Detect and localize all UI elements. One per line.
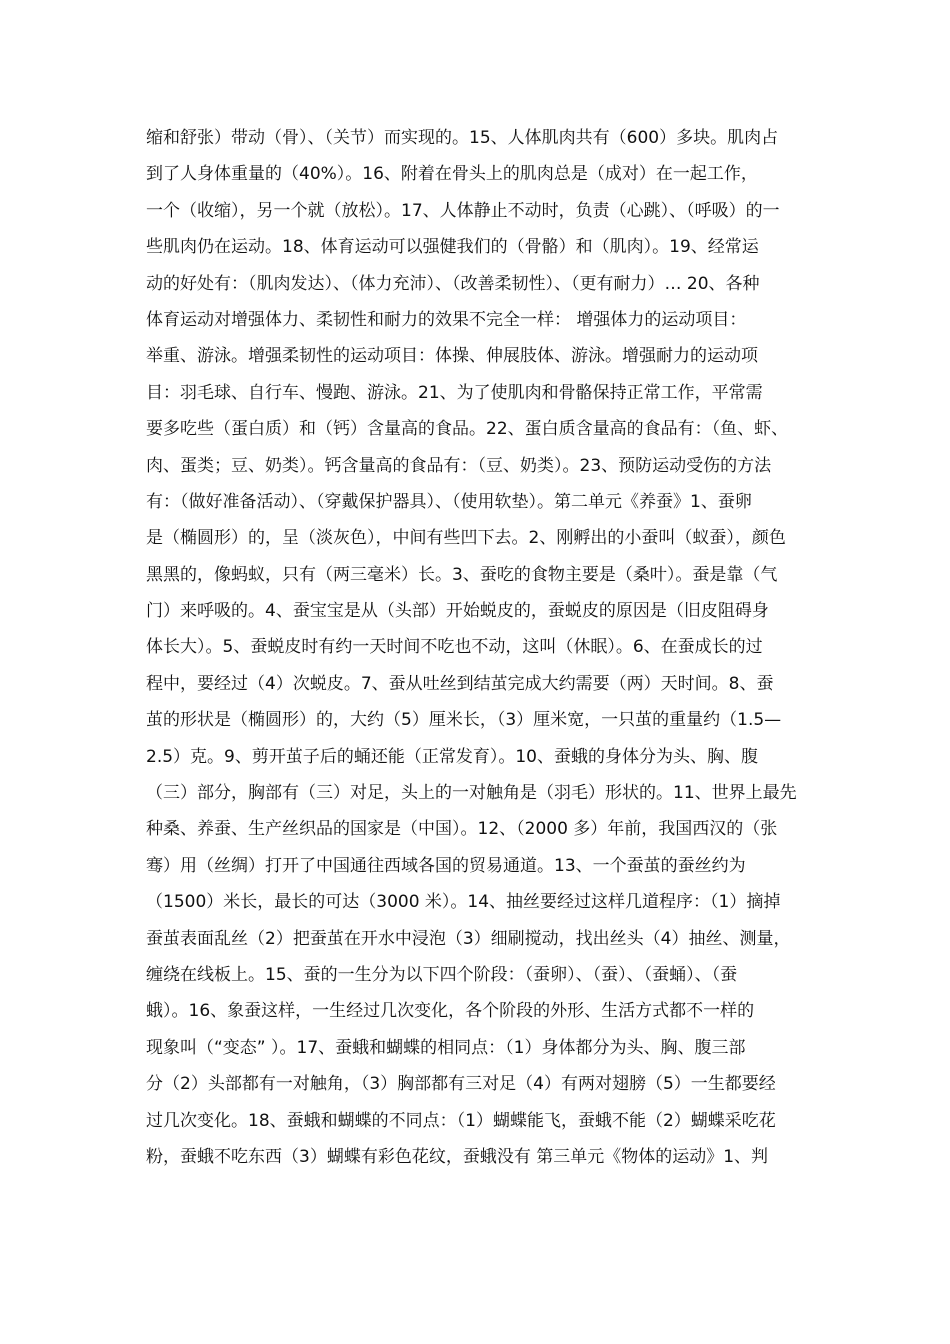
- text-line: 缩和舒张）带动（骨）、（关节）而实现的。15、人体肌肉共有（600）多块。肌肉占: [146, 128, 779, 148]
- text-line: 过几次变化。18、蚕蛾和蝴蝶的不同点：（1）蝴蝶能飞，蚕蛾不能（2）蝴蝶采吃花: [146, 1110, 776, 1131]
- text-line: 些肌肉仍在运动。18、体育运动可以强健我们的（骨骼）和（肌肉）。19、经常运: [146, 237, 759, 258]
- text-line: 体育运动对增强体力、柔韧性和耐力的效果不完全一样： 增强体力的运动项目：: [146, 309, 747, 330]
- text-line: 举重、游泳。增强柔韧性的运动项目：体操、伸展肢体、游泳。增强耐力的运动项: [146, 346, 758, 367]
- text-line: 门）来呼吸的。4、蚕宝宝是从（头部）开始蜕皮的，蚕蜕皮的原因是（旧皮阻碍身: [146, 601, 769, 622]
- text-line: 是（椭圆形）的，呈（淡灰色），中间有些凹下去。2、刚孵出的小蚕叫（蚁蚕），颜色: [146, 528, 786, 549]
- text-line: 要多吃些（蛋白质）和（钙）含量高的食品。22、蛋白质含量高的食品有：（鱼、虾、: [146, 419, 789, 440]
- text-line: 茧的形状是（椭圆形）的，大约（5）厘米长，（3）厘米宽，一只茧的重量约（1.5—: [146, 710, 782, 731]
- text-line: 蛾）。16、象蚕这样，一生经过几次变化，各个阶段的外形、生活方式都不一样的: [146, 1001, 755, 1022]
- text-line: （三）部分，胸部有（三）对足，头上的一对触角是（羽毛）形状的。11、世界上最先: [146, 783, 797, 804]
- text-line: 分（2）头部都有一对触角，（3）胸部都有三对足（4）有两对翅膀（5）一生都要经: [146, 1074, 776, 1095]
- text-line: 现象叫（“变态” ）。17、蚕蛾和蝴蝶的相同点：（1）身体都分为头、胸、腹三部: [146, 1037, 746, 1058]
- text-line: 目：羽毛球、自行车、慢跑、游泳。21、为了使肌肉和骨骼保持正常工作，平常需: [146, 382, 763, 403]
- text-line: 种桑、养蚕、生产丝织品的国家是（中国）。12、（2000 多）年前，我国西汉的（张: [146, 819, 778, 840]
- text-line: 体长大）。5、蚕蜕皮时有约一天时间不吃也不动，这叫（休眠）。6、在蚕成长的过: [146, 637, 763, 658]
- body-text: [146, 120, 806, 1175]
- text-line: （1500）米长，最长的可达（3000 米）。14、抽丝要经过这样几道程序：（1）摘掉: [146, 892, 781, 913]
- text-line: 骞）用（丝绸）打开了中国通往西域各国的贸易通道。13、一个蚕茧的蚕丝约为: [146, 855, 746, 876]
- text-line: 蚕茧表面乱丝（2）把蚕茧在开水中浸泡（3）细刷搅动，找出丝头（4）抽丝、测量，: [146, 928, 791, 949]
- text-line: 缠绕在线板上。15、蚕的一生分为以下四个阶段：（蚕卵）、（蚕）、（蚕蛹）、（蚕: [146, 964, 738, 985]
- text-line: 2.5）克。9、剪开茧子后的蛹还能（正常发育）。10、蚕蛾的身体分为头、胸、腹: [146, 746, 758, 767]
- text-line: 黑黑的，像蚂蚁，只有（两三毫米）长。3、蚕吃的食物主要是（桑叶）。蚕是靠（气: [146, 564, 778, 585]
- text-line: 有：（做好准备活动）、（穿戴保护器具）、（使用软垫）。第二单元《养蚕》1、蚕卵: [146, 491, 752, 512]
- text-line: 一个（收缩），另一个就（放松）。17、人体静止不动时，负责（心跳）、（呼吸）的一: [146, 200, 780, 221]
- text-line: 动的好处有：（肌肉发达）、（体力充沛）、（改善柔韧性）、（更有耐力）… 20、各种: [146, 273, 760, 294]
- text-line: 到了人身体重量的（40%）。16、附着在骨头上的肌肉总是（成对）在一起工作，: [146, 164, 758, 185]
- text-line: 粉，蚕蛾不吃东西（3）蝴蝶有彩色花纹，蚕蛾没有 第三单元《物体的运动》1、判: [146, 1146, 769, 1167]
- text-line: 程中，要经过（4）次蜕皮。7、蚕从吐丝到结茧完成大约需要（两）天时间。8、蚕: [146, 673, 774, 694]
- text-line: 肉、蛋类；豆、奶类）。钙含量高的食品有：（豆、奶类）。23、预防运动受伤的方法: [146, 455, 772, 476]
